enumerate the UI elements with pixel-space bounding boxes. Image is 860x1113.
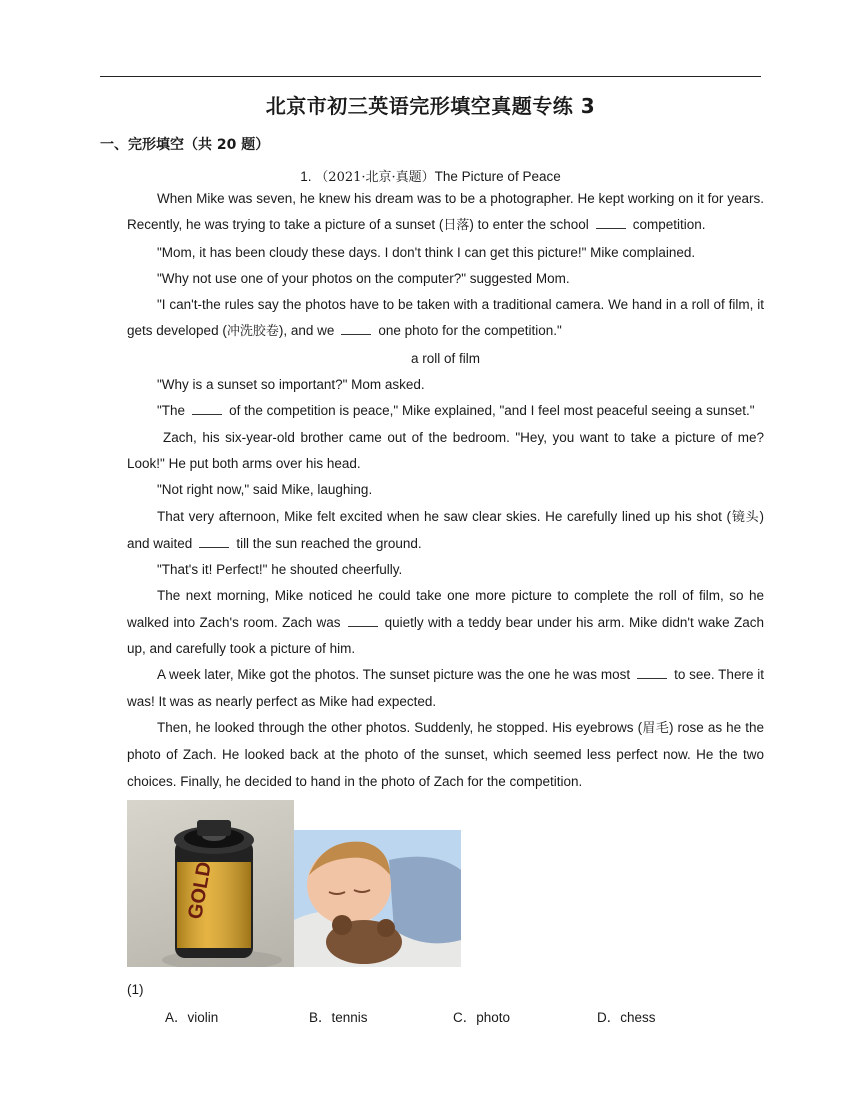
sleeping-boy-icon <box>294 830 461 967</box>
passage <box>127 186 764 795</box>
paragraph-5: "Why is a sunset so important?" Mom asked. <box>157 377 425 393</box>
paragraph-4: "I can't-the rules say the photos have to be taken with a traditional camera. We hand in a roll of film, it gets developed (冲洗胶卷), and we one photo for the competition." <box>127 297 764 340</box>
film-canister-icon <box>127 800 294 967</box>
paragraph-2: "Mom, it has been cloudy these days. I don't think I can get this picture!" Mike complained. <box>157 244 696 260</box>
answer-blank-2[interactable] <box>341 322 371 335</box>
answer-blank-6[interactable] <box>637 666 667 679</box>
answer-blank-1[interactable] <box>596 216 626 229</box>
image-caption: a roll of film <box>410 350 481 366</box>
paragraph-6: "The of the competition is peace," Mike explained, "and I feel most peaceful seeing a sunset." <box>157 403 755 419</box>
option-c[interactable]: C．photo <box>453 1010 511 1025</box>
section-heading: 一、完形填空（共 20 题） <box>100 137 270 153</box>
option-d[interactable]: D．chess <box>597 1010 656 1025</box>
paragraph-3: "Why not use one of your photos on the computer?" suggested Mom. <box>157 270 570 286</box>
question-header <box>100 166 761 185</box>
answer-blank-4[interactable] <box>199 535 229 548</box>
film-roll-image <box>127 800 294 967</box>
item-number: (1) <box>127 982 144 997</box>
paragraph-8: "Not right now," said Mike, laughing. <box>157 482 373 498</box>
question-number: 1. <box>300 169 312 184</box>
paragraph-7: Zach, his six-year-old brother came out of the bedroom. "Hey, you want to take a picture of me? Look!" He put both arms over his head. <box>127 429 764 471</box>
header-rule <box>100 76 761 77</box>
paragraph-11: The next morning, Mike noticed he could take one more picture to complete the roll of film, so he walked into Zach's room. Zach was quietly with a teddy bear under his arm. Mike didn't wake Zach up, and carefully took a picture of him. <box>127 588 764 657</box>
paragraph-10: "That's it! Perfect!" he shouted cheerfully. <box>157 562 403 578</box>
paragraph-9: That very afternoon, Mike felt excited when he saw clear skies. He carefully lined up his shot (镜头) and waited till the sun reached the ground. <box>127 508 764 551</box>
passage-title: The Picture of Peace <box>434 169 561 184</box>
paragraph-1: When Mike was seven, he knew his dream was to be a photographer. He kept working on it for years. Recently, he was trying to take a picture of a sunset (日落) to enter the school competition. <box>127 191 764 234</box>
paragraph-13: Then, he looked through the other photos. Suddenly, he stopped. His eyebrows (眉毛) rose as he the photo of Zach. He looked back at the photo of the sunset, which seemed less perfect now. He the two choices. Finally, he decided to hand in the photo of Zach for the competition. <box>127 719 764 789</box>
sleeping-boy-image <box>294 830 461 967</box>
option-b[interactable]: B．tennis <box>309 1010 368 1025</box>
option-a[interactable]: A．violin <box>165 1010 219 1025</box>
answer-blank-5[interactable] <box>348 614 378 627</box>
svg-text:GOLD: GOLD <box>184 860 216 921</box>
paragraph-12: A week later, Mike got the photos. The sunset picture was the one he was most to see. There it was! It was as nearly perfect as Mike had expected. <box>127 667 764 709</box>
page-title: 北京市初三英语完形填空真题专练 3 <box>265 94 596 118</box>
answer-blank-3[interactable] <box>192 402 222 415</box>
question-source: （2021·北京·真题） <box>315 170 435 185</box>
